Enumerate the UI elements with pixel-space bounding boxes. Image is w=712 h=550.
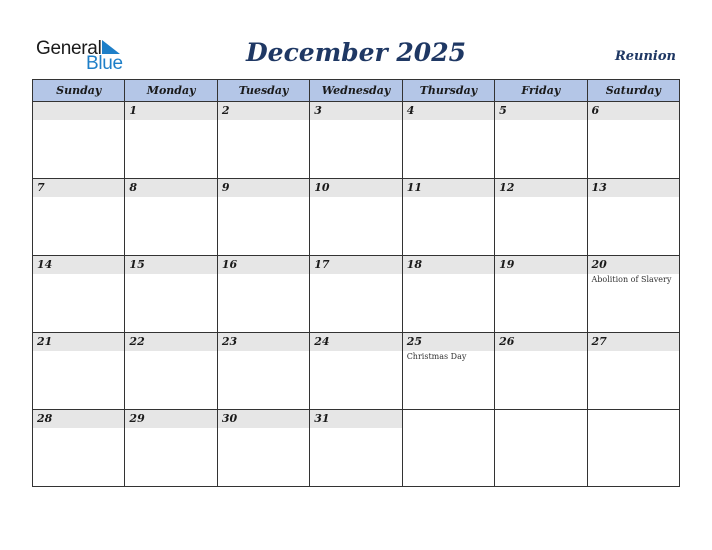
day-cell bbox=[402, 410, 494, 487]
weekday-header: Sunday bbox=[33, 80, 125, 102]
day-cell bbox=[495, 179, 587, 256]
day-number: 18 bbox=[403, 256, 494, 274]
weekday-header-row bbox=[33, 80, 680, 102]
day-cell bbox=[587, 333, 679, 410]
day-number: 15 bbox=[125, 256, 216, 274]
day-number: 4 bbox=[403, 102, 494, 120]
day-cell bbox=[310, 410, 402, 487]
week-row bbox=[33, 410, 680, 487]
day-number: 10 bbox=[310, 179, 401, 197]
weekday-header: Friday bbox=[495, 80, 587, 102]
week-row bbox=[33, 256, 680, 333]
day-number: 27 bbox=[588, 333, 679, 351]
day-number: 16 bbox=[218, 256, 309, 274]
day-cell bbox=[587, 410, 679, 487]
day-cell bbox=[217, 410, 309, 487]
day-cell bbox=[125, 102, 217, 179]
day-number: 8 bbox=[125, 179, 216, 197]
day-number: 26 bbox=[495, 333, 586, 351]
holiday-label: Christmas Day bbox=[406, 352, 467, 361]
day-number: 13 bbox=[588, 179, 679, 197]
day-number: 7 bbox=[33, 179, 124, 197]
day-cell bbox=[33, 410, 125, 487]
holiday-label: Abolition of Slavery bbox=[591, 275, 672, 284]
day-number: 11 bbox=[403, 179, 494, 197]
day-cell bbox=[587, 102, 679, 179]
day-number bbox=[588, 410, 679, 428]
day-cell bbox=[125, 256, 217, 333]
day-number: 23 bbox=[218, 333, 309, 351]
day-number: 20 bbox=[588, 256, 679, 274]
day-cell bbox=[33, 102, 125, 179]
logo-text-blue: Blue bbox=[86, 53, 123, 74]
day-number: 6 bbox=[588, 102, 679, 120]
day-number: 17 bbox=[310, 256, 401, 274]
day-cell bbox=[495, 333, 587, 410]
day-cell bbox=[33, 333, 125, 410]
day-number: 22 bbox=[125, 333, 216, 351]
day-number: 29 bbox=[125, 410, 216, 428]
weekday-header: Monday bbox=[125, 80, 217, 102]
day-cell bbox=[33, 256, 125, 333]
day-cell bbox=[310, 256, 402, 333]
day-number: 24 bbox=[310, 333, 401, 351]
day-cell bbox=[217, 179, 309, 256]
day-cell bbox=[310, 102, 402, 179]
day-cell bbox=[587, 179, 679, 256]
week-row bbox=[33, 102, 680, 179]
weekday-header: Saturday bbox=[587, 80, 679, 102]
day-number: 19 bbox=[495, 256, 586, 274]
day-number bbox=[33, 102, 124, 120]
day-cell bbox=[33, 179, 125, 256]
calendar-title: December 2025 bbox=[245, 38, 466, 67]
day-cell bbox=[125, 179, 217, 256]
day-number bbox=[495, 410, 586, 428]
day-cell bbox=[402, 102, 494, 179]
weekday-header: Tuesday bbox=[217, 80, 309, 102]
week-row bbox=[33, 333, 680, 410]
day-cell bbox=[125, 333, 217, 410]
day-cell bbox=[217, 333, 309, 410]
day-cell bbox=[310, 179, 402, 256]
day-number: 9 bbox=[218, 179, 309, 197]
day-number: 5 bbox=[495, 102, 586, 120]
day-cell bbox=[125, 410, 217, 487]
week-row bbox=[33, 179, 680, 256]
day-cell bbox=[495, 410, 587, 487]
day-cell bbox=[587, 256, 679, 333]
day-number: 1 bbox=[125, 102, 216, 120]
day-number: 2 bbox=[218, 102, 309, 120]
day-number: 31 bbox=[310, 410, 401, 428]
day-number: 12 bbox=[495, 179, 586, 197]
day-cell bbox=[217, 256, 309, 333]
weekday-header: Thursday bbox=[402, 80, 494, 102]
day-number: 30 bbox=[218, 410, 309, 428]
day-cell bbox=[495, 256, 587, 333]
day-cell bbox=[495, 102, 587, 179]
day-cell bbox=[217, 102, 309, 179]
region-label: Reunion bbox=[614, 49, 676, 64]
day-cell bbox=[402, 256, 494, 333]
day-number bbox=[403, 410, 494, 428]
calendar-grid bbox=[32, 79, 680, 487]
day-cell bbox=[402, 333, 494, 410]
day-number: 14 bbox=[33, 256, 124, 274]
day-number: 3 bbox=[310, 102, 401, 120]
day-number: 25 bbox=[403, 333, 494, 351]
day-cell bbox=[310, 333, 402, 410]
day-number: 28 bbox=[33, 410, 124, 428]
day-cell bbox=[402, 179, 494, 256]
logo-text-general: General bbox=[36, 38, 102, 59]
day-number: 21 bbox=[33, 333, 124, 351]
weekday-header: Wednesday bbox=[310, 80, 402, 102]
